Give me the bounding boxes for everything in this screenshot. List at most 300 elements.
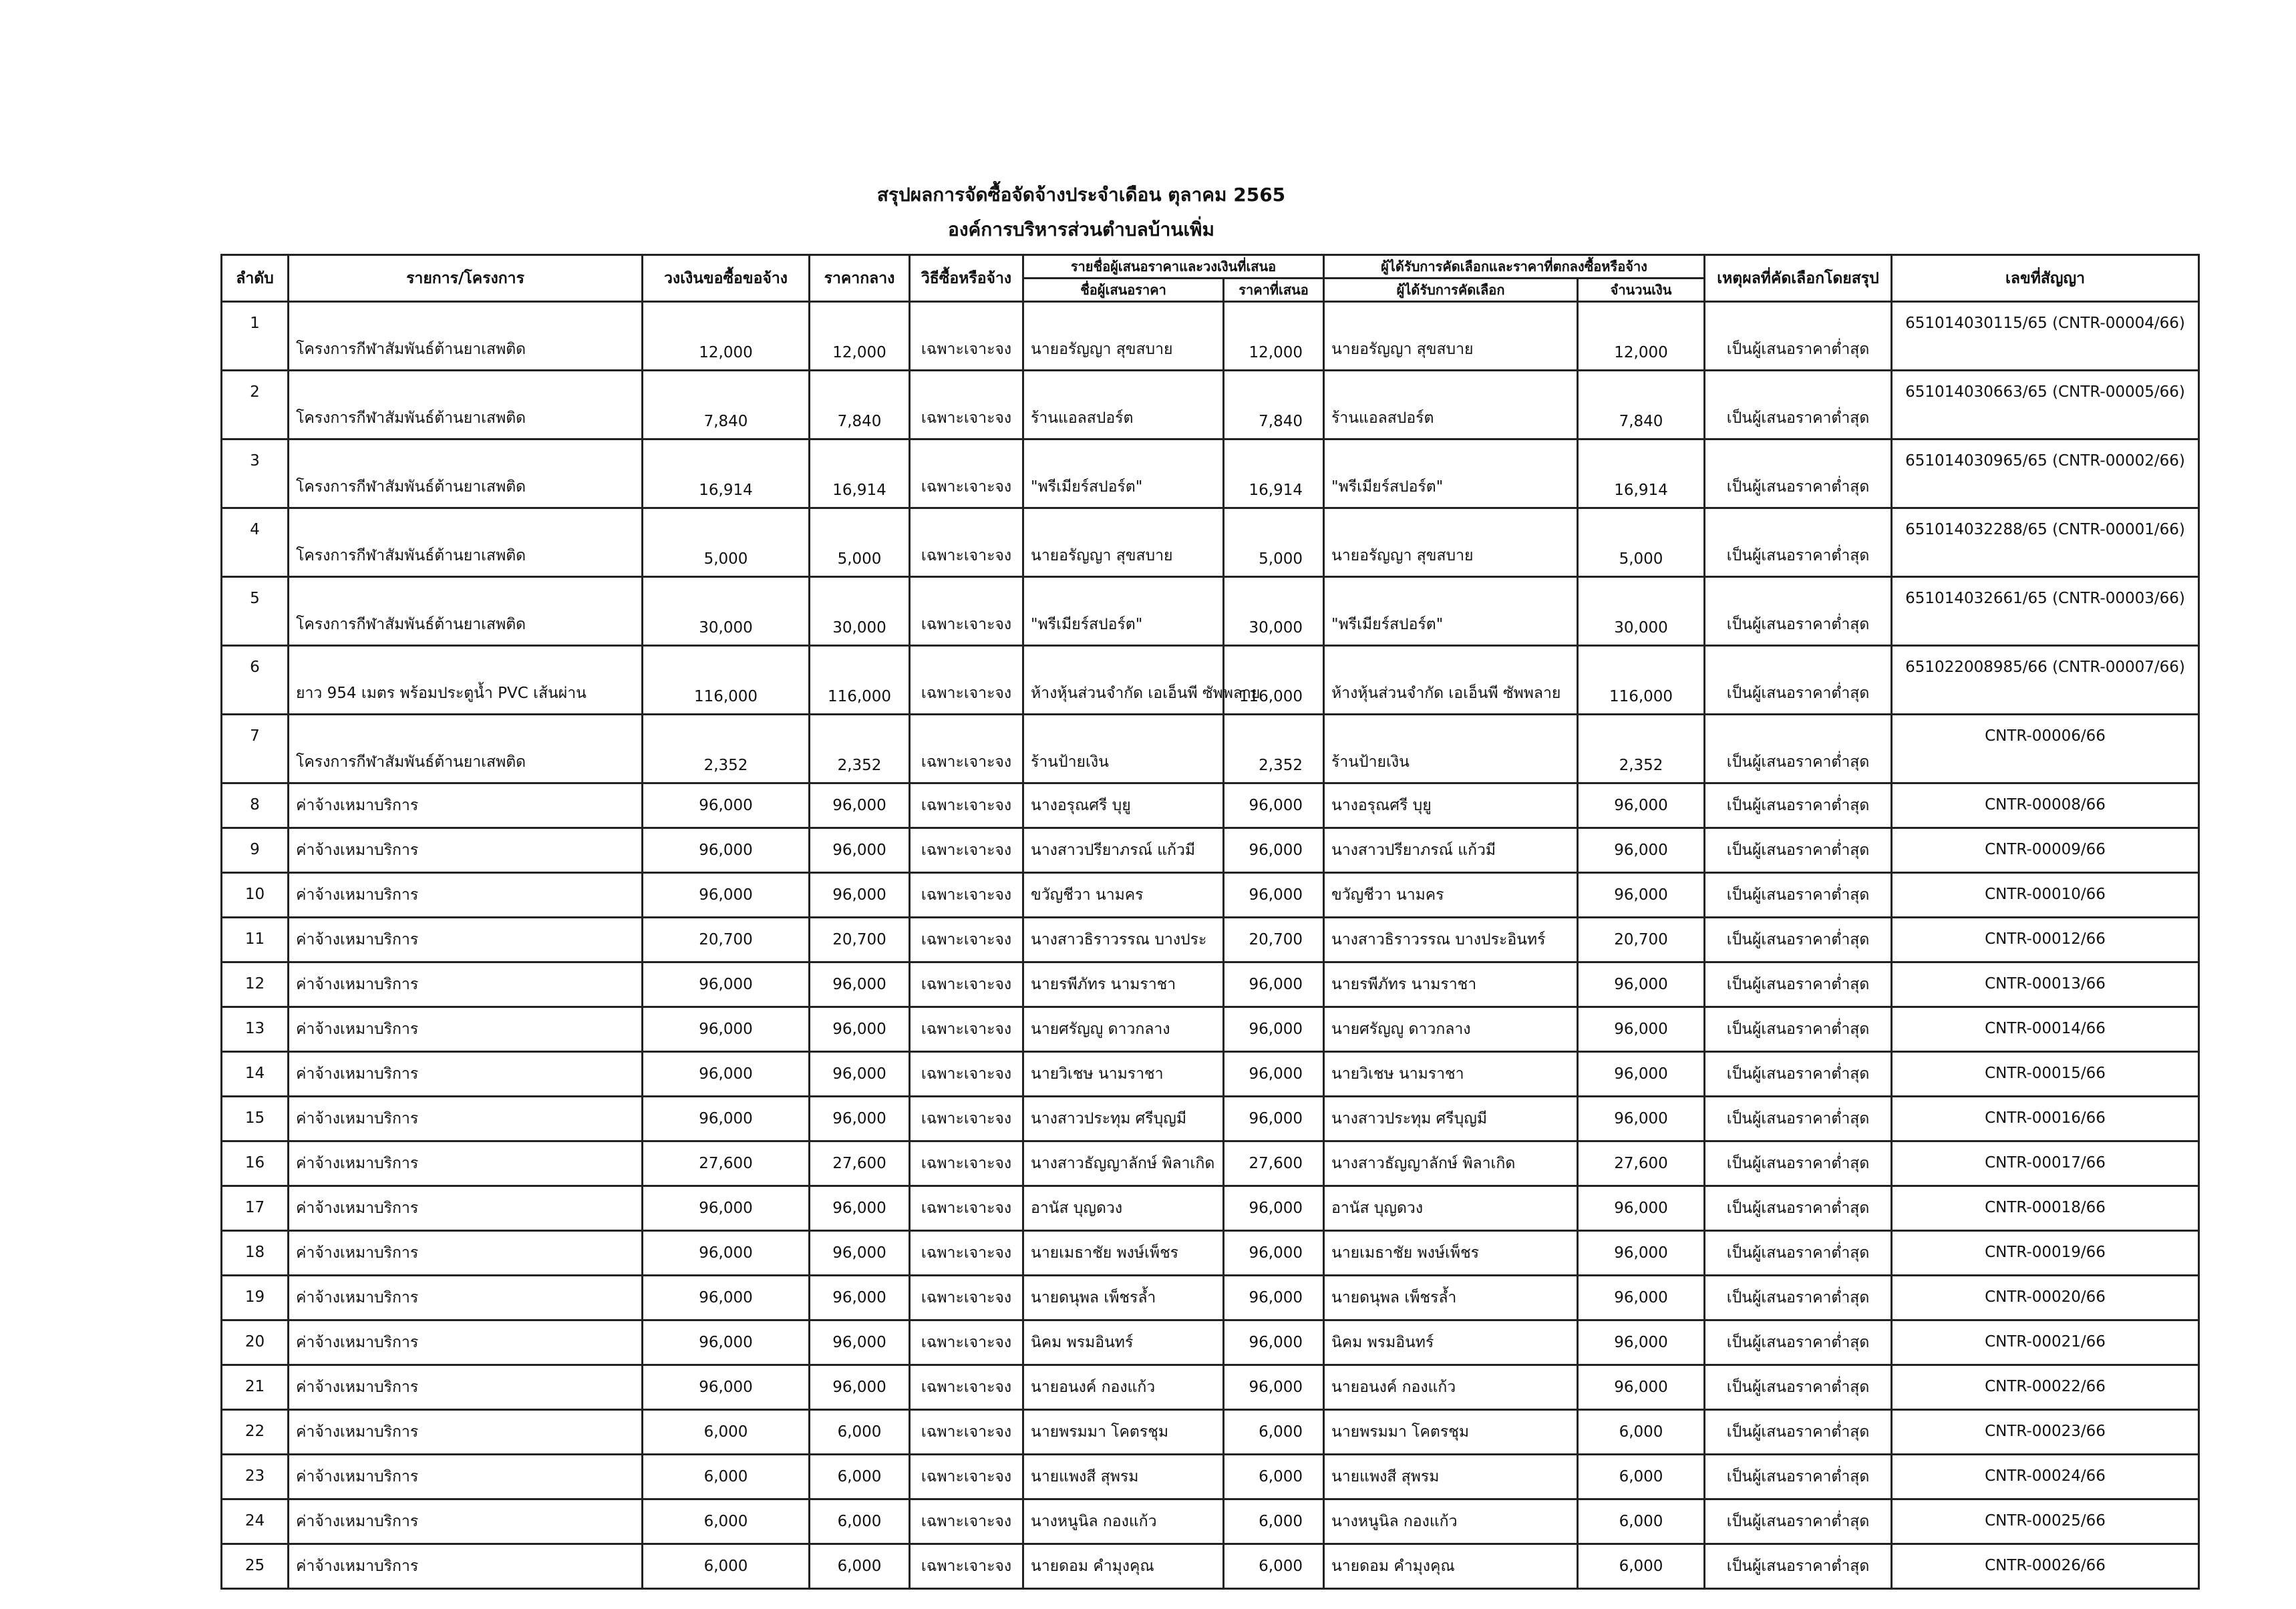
cell-item: โครงการกีฬาสัมพันธ์ต้านยาเสพติด [289,371,643,439]
cell-no: 10 [222,873,289,918]
cell-contract: CNTR-00006/66 [1892,715,2199,783]
cell-reason: เป็นผู้เสนอราคาต่ำสุด [1705,1320,1892,1365]
cell-bid-price: 96,000 [1224,1320,1324,1365]
cell-bid-price: 6,000 [1224,1455,1324,1499]
header-row [222,255,2199,279]
cell-ref-price: 96,000 [810,962,910,1007]
table-row [222,962,2199,1007]
cell-winner-name: นายดนุพล เพ็ชรล้ำ [1324,1276,1578,1320]
col-header-bid-price: ราคาที่เสนอ [1224,279,1324,302]
cell-bidder-name: นายอรัญญา สุขสบาย [1023,508,1224,577]
cell-budget: 30,000 [643,577,810,646]
cell-reason: เป็นผู้เสนอราคาต่ำสุด [1705,1410,1892,1455]
cell-bid-price: 96,000 [1224,873,1324,918]
cell-bid-price: 6,000 [1224,1544,1324,1589]
col-header-bidder-group: รายชื่อผู้เสนอราคาและวงเงินที่เสนอ [1023,255,1324,279]
cell-method: เฉพาะเจาะจง [910,1320,1023,1365]
cell-contract: CNTR-00017/66 [1892,1141,2199,1186]
cell-contract: CNTR-00020/66 [1892,1276,2199,1320]
cell-ref-price: 96,000 [810,1320,910,1365]
cell-contract: CNTR-00012/66 [1892,918,2199,962]
table-row [222,873,2199,918]
cell-bid-price: 6,000 [1224,1410,1324,1455]
cell-reason: เป็นผู้เสนอราคาต่ำสุด [1705,1052,1892,1097]
cell-method: เฉพาะเจาะจง [910,918,1023,962]
cell-bidder-name: "พรีเมียร์สปอร์ต" [1023,577,1224,646]
cell-item: โครงการกีฬาสัมพันธ์ต้านยาเสพติด [289,302,643,371]
cell-no: 3 [222,439,289,508]
col-header-item: รายการ/โครงการ [289,255,643,302]
cell-item: โครงการกีฬาสัมพันธ์ต้านยาเสพติด [289,715,643,783]
cell-bidder-name: นางสาวธัญญาลักษ์ พิลาเกิด [1023,1141,1224,1186]
cell-item: โครงการกีฬาสัมพันธ์ต้านยาเสพติด [289,508,643,577]
cell-winner-name: อานัส บุญดวง [1324,1186,1578,1231]
cell-ref-price: 96,000 [810,873,910,918]
cell-ref-price: 96,000 [810,1186,910,1231]
cell-no: 25 [222,1544,289,1589]
cell-winner-name: นางหนูนิล กองแก้ว [1324,1499,1578,1544]
cell-bidder-name: นางอรุณศรี บุยู [1023,783,1224,828]
cell-bidder-name: ร้านป้ายเงิน [1023,715,1224,783]
cell-amount: 6,000 [1578,1455,1705,1499]
col-header-amount: จำนวนเงิน [1578,279,1705,302]
cell-bidder-name: นายศรัญญู ดาวกลาง [1023,1007,1224,1052]
cell-contract: CNTR-00009/66 [1892,828,2199,873]
cell-bidder-name: นายรพีภัทร นามราชา [1023,962,1224,1007]
cell-no: 14 [222,1052,289,1097]
cell-budget: 96,000 [643,1231,810,1276]
cell-ref-price: 16,914 [810,439,910,508]
cell-ref-price: 116,000 [810,646,910,715]
cell-no: 5 [222,577,289,646]
cell-ref-price: 6,000 [810,1499,910,1544]
col-header-no: ลำดับ [222,255,289,302]
cell-item: ค่าจ้างเหมาบริการ [289,1320,643,1365]
cell-no: 24 [222,1499,289,1544]
cell-amount: 96,000 [1578,783,1705,828]
cell-budget: 6,000 [643,1544,810,1589]
cell-no: 17 [222,1186,289,1231]
col-header-contract: เลขที่สัญญา [1892,255,2199,302]
table-row [222,1365,2199,1410]
cell-method: เฉพาะเจาะจง [910,439,1023,508]
cell-reason: เป็นผู้เสนอราคาต่ำสุด [1705,1499,1892,1544]
table-row [222,1186,2199,1231]
cell-bidder-name: ขวัญชีวา นามคร [1023,873,1224,918]
cell-method: เฉพาะเจาะจง [910,1276,1023,1320]
cell-winner-name: ขวัญชีวา นามคร [1324,873,1578,918]
cell-contract: 651014032661/65 (CNTR-00003/66) [1892,577,2199,646]
cell-bid-price: 96,000 [1224,1097,1324,1141]
cell-contract: CNTR-00018/66 [1892,1186,2199,1231]
cell-amount: 116,000 [1578,646,1705,715]
cell-no: 6 [222,646,289,715]
cell-winner-name: นายอนงค์ กองแก้ว [1324,1365,1578,1410]
cell-ref-price: 96,000 [810,783,910,828]
cell-bidder-name: นิคม พรมอินทร์ [1023,1320,1224,1365]
cell-amount: 96,000 [1578,1365,1705,1410]
cell-bid-price: 16,914 [1224,439,1324,508]
cell-contract: CNTR-00021/66 [1892,1320,2199,1365]
cell-contract: 651022008985/66 (CNTR-00007/66) [1892,646,2199,715]
table-row [222,783,2199,828]
cell-method: เฉพาะเจาะจง [910,577,1023,646]
procurement-table [220,254,2200,1590]
cell-item: ค่าจ้างเหมาบริการ [289,1544,643,1589]
cell-method: เฉพาะเจาะจง [910,302,1023,371]
cell-winner-name: ร้านป้ายเงิน [1324,715,1578,783]
cell-no: 21 [222,1365,289,1410]
cell-amount: 27,600 [1578,1141,1705,1186]
cell-winner-name: นายศรัญญู ดาวกลาง [1324,1007,1578,1052]
table-row [222,1007,2199,1052]
cell-budget: 2,352 [643,715,810,783]
cell-reason: เป็นผู้เสนอราคาต่ำสุด [1705,1097,1892,1141]
cell-no: 12 [222,962,289,1007]
cell-ref-price: 12,000 [810,302,910,371]
cell-bid-price: 96,000 [1224,1052,1324,1097]
cell-no: 20 [222,1320,289,1365]
cell-ref-price: 96,000 [810,828,910,873]
cell-reason: เป็นผู้เสนอราคาต่ำสุด [1705,646,1892,715]
cell-item: ค่าจ้างเหมาบริการ [289,1007,643,1052]
table-row [222,371,2199,439]
cell-winner-name: นิคม พรมอินทร์ [1324,1320,1578,1365]
table-row [222,1455,2199,1499]
cell-item: ยาว 954 เมตร พร้อมประตูน้ำ PVC เส้นผ่าน [289,646,643,715]
cell-item: ค่าจ้างเหมาบริการ [289,1455,643,1499]
cell-bidder-name: นางสาวธิราวรรณ บางประ [1023,918,1224,962]
cell-method: เฉพาะเจาะจง [910,1499,1023,1544]
cell-reason: เป็นผู้เสนอราคาต่ำสุด [1705,1186,1892,1231]
cell-bid-price: 27,600 [1224,1141,1324,1186]
cell-budget: 96,000 [643,783,810,828]
cell-bid-price: 12,000 [1224,302,1324,371]
cell-winner-name: "พรีเมียร์สปอร์ต" [1324,439,1578,508]
cell-ref-price: 96,000 [810,1007,910,1052]
cell-bid-price: 96,000 [1224,1007,1324,1052]
cell-method: เฉพาะเจาะจง [910,646,1023,715]
table-row [222,646,2199,715]
table-row [222,828,2199,873]
col-header-ref-price: ราคากลาง [810,255,910,302]
cell-bidder-name: นายอรัญญา สุขสบาย [1023,302,1224,371]
cell-reason: เป็นผู้เสนอราคาต่ำสุด [1705,1231,1892,1276]
cell-budget: 6,000 [643,1410,810,1455]
table-row [222,1276,2199,1320]
cell-bid-price: 30,000 [1224,577,1324,646]
cell-amount: 12,000 [1578,302,1705,371]
cell-method: เฉพาะเจาะจง [910,783,1023,828]
cell-bid-price: 2,352 [1224,715,1324,783]
cell-bid-price: 96,000 [1224,1186,1324,1231]
cell-method: เฉพาะเจาะจง [910,371,1023,439]
col-header-winner-group: ผู้ได้รับการคัดเลือกและราคาที่ตกลงซื้อหรือจ้าง [1324,255,1705,279]
cell-method: เฉพาะเจาะจง [910,1544,1023,1589]
cell-ref-price: 96,000 [810,1097,910,1141]
cell-budget: 96,000 [643,1320,810,1365]
cell-bidder-name: ห้างหุ้นส่วนจำกัด เอเอ็นพี ซัพพลาย [1023,646,1224,715]
cell-winner-name: นางอรุณศรี บุยู [1324,783,1578,828]
cell-winner-name: ร้านแอลสปอร์ต [1324,371,1578,439]
cell-reason: เป็นผู้เสนอราคาต่ำสุด [1705,508,1892,577]
cell-winner-name: นายแพงสี สุพรม [1324,1455,1578,1499]
cell-reason: เป็นผู้เสนอราคาต่ำสุด [1705,1365,1892,1410]
cell-contract: CNTR-00015/66 [1892,1052,2199,1097]
cell-item: ค่าจ้างเหมาบริการ [289,1186,643,1231]
cell-winner-name: ห้างหุ้นส่วนจำกัด เอเอ็นพี ซัพพลาย [1324,646,1578,715]
cell-reason: เป็นผู้เสนอราคาต่ำสุด [1705,873,1892,918]
table-row [222,1499,2199,1544]
cell-bidder-name: อานัส บุญดวง [1023,1186,1224,1231]
table-row [222,1097,2199,1141]
cell-item: ค่าจ้างเหมาบริการ [289,1410,643,1455]
cell-no: 22 [222,1410,289,1455]
cell-amount: 96,000 [1578,962,1705,1007]
table-row [222,1141,2199,1186]
cell-ref-price: 96,000 [810,1365,910,1410]
table-row [222,1544,2199,1589]
cell-contract: 651014030663/65 (CNTR-00005/66) [1892,371,2199,439]
cell-method: เฉพาะเจาะจง [910,828,1023,873]
table-row [222,918,2199,962]
cell-item: ค่าจ้างเหมาบริการ [289,962,643,1007]
page-title: สรุปผลการจัดซื้อจัดจ้างประจำเดือน ตุลาคม 2565 [876,184,1286,206]
cell-ref-price: 6,000 [810,1455,910,1499]
cell-budget: 96,000 [643,1276,810,1320]
cell-no: 7 [222,715,289,783]
cell-winner-name: นางสาวธิราวรรณ บางประอินทร์ [1324,918,1578,962]
cell-bid-price: 96,000 [1224,1231,1324,1276]
cell-amount: 96,000 [1578,1097,1705,1141]
cell-reason: เป็นผู้เสนอราคาต่ำสุด [1705,371,1892,439]
cell-budget: 5,000 [643,508,810,577]
cell-contract: CNTR-00023/66 [1892,1410,2199,1455]
cell-budget: 96,000 [643,1365,810,1410]
cell-budget: 96,000 [643,873,810,918]
cell-winner-name: นางสาวปรียาภรณ์ แก้วมี [1324,828,1578,873]
cell-budget: 96,000 [643,1052,810,1097]
cell-item: ค่าจ้างเหมาบริการ [289,1097,643,1141]
cell-method: เฉพาะเจาะจง [910,1097,1023,1141]
table-row [222,439,2199,508]
cell-bid-price: 96,000 [1224,1276,1324,1320]
cell-bid-price: 96,000 [1224,1365,1324,1410]
table-row [222,715,2199,783]
cell-no: 16 [222,1141,289,1186]
cell-bidder-name: นายเมธาชัย พงษ์เพ็ชร [1023,1231,1224,1276]
cell-budget: 96,000 [643,1186,810,1231]
cell-bid-price: 96,000 [1224,962,1324,1007]
cell-no: 4 [222,508,289,577]
cell-amount: 96,000 [1578,1052,1705,1097]
cell-amount: 96,000 [1578,1186,1705,1231]
cell-contract: CNTR-00025/66 [1892,1499,2199,1544]
cell-method: เฉพาะเจาะจง [910,1365,1023,1410]
cell-reason: เป็นผู้เสนอราคาต่ำสุด [1705,1276,1892,1320]
cell-budget: 116,000 [643,646,810,715]
cell-item: ค่าจ้างเหมาบริการ [289,1276,643,1320]
cell-contract: CNTR-00024/66 [1892,1455,2199,1499]
cell-budget: 20,700 [643,918,810,962]
cell-reason: เป็นผู้เสนอราคาต่ำสุด [1705,828,1892,873]
cell-amount: 96,000 [1578,828,1705,873]
cell-no: 15 [222,1097,289,1141]
cell-method: เฉพาะเจาะจง [910,1141,1023,1186]
cell-no: 2 [222,371,289,439]
cell-no: 11 [222,918,289,962]
cell-bidder-name: "พรีเมียร์สปอร์ต" [1023,439,1224,508]
cell-budget: 96,000 [643,1097,810,1141]
cell-item: โครงการกีฬาสัมพันธ์ต้านยาเสพติด [289,439,643,508]
cell-amount: 6,000 [1578,1499,1705,1544]
cell-bid-price: 5,000 [1224,508,1324,577]
cell-amount: 96,000 [1578,1007,1705,1052]
cell-bidder-name: นางหนูนิล กองแก้ว [1023,1499,1224,1544]
table-row [222,1231,2199,1276]
cell-ref-price: 5,000 [810,508,910,577]
cell-reason: เป็นผู้เสนอราคาต่ำสุด [1705,918,1892,962]
cell-budget: 96,000 [643,962,810,1007]
cell-contract: CNTR-00016/66 [1892,1097,2199,1141]
cell-no: 13 [222,1007,289,1052]
table-row [222,508,2199,577]
table-row [222,302,2199,371]
cell-reason: เป็นผู้เสนอราคาต่ำสุด [1705,783,1892,828]
table-row [222,1410,2199,1455]
cell-bidder-name: นางสาวปรียาภรณ์ แก้วมี [1023,828,1224,873]
cell-method: เฉพาะเจาะจง [910,1186,1023,1231]
cell-reason: เป็นผู้เสนอราคาต่ำสุด [1705,1455,1892,1499]
cell-winner-name: นายวิเชษ นามราชา [1324,1052,1578,1097]
cell-winner-name: นายรพีภัทร นามราชา [1324,962,1578,1007]
cell-bidder-name: นายดอม คำมุงคุณ [1023,1544,1224,1589]
cell-item: ค่าจ้างเหมาบริการ [289,828,643,873]
cell-winner-name: นายเมธาชัย พงษ์เพ็ชร [1324,1231,1578,1276]
cell-bid-price: 96,000 [1224,783,1324,828]
cell-contract: CNTR-00008/66 [1892,783,2199,828]
cell-method: เฉพาะเจาะจง [910,1052,1023,1097]
cell-budget: 27,600 [643,1141,810,1186]
table-row [222,1052,2199,1097]
cell-budget: 96,000 [643,1007,810,1052]
cell-ref-price: 20,700 [810,918,910,962]
cell-amount: 16,914 [1578,439,1705,508]
cell-amount: 20,700 [1578,918,1705,962]
cell-winner-name: "พรีเมียร์สปอร์ต" [1324,577,1578,646]
cell-contract: CNTR-00019/66 [1892,1231,2199,1276]
table-row [222,577,2199,646]
cell-amount: 5,000 [1578,508,1705,577]
col-header-method: วิธีซื้อหรือจ้าง [910,255,1023,302]
cell-amount: 6,000 [1578,1410,1705,1455]
cell-reason: เป็นผู้เสนอราคาต่ำสุด [1705,302,1892,371]
cell-bidder-name: นางสาวประทุม ศรีบุญมี [1023,1097,1224,1141]
cell-item: ค่าจ้างเหมาบริการ [289,1365,643,1410]
cell-ref-price: 27,600 [810,1141,910,1186]
cell-item: ค่าจ้างเหมาบริการ [289,1052,643,1097]
cell-ref-price: 96,000 [810,1052,910,1097]
cell-contract: CNTR-00014/66 [1892,1007,2199,1052]
cell-bid-price: 20,700 [1224,918,1324,962]
cell-contract: CNTR-00010/66 [1892,873,2199,918]
cell-winner-name: นายอรัญญา สุขสบาย [1324,508,1578,577]
cell-item: ค่าจ้างเหมาบริการ [289,1231,643,1276]
cell-amount: 96,000 [1578,1276,1705,1320]
cell-reason: เป็นผู้เสนอราคาต่ำสุด [1705,1141,1892,1186]
cell-no: 19 [222,1276,289,1320]
cell-bid-price: 6,000 [1224,1499,1324,1544]
cell-winner-name: นางสาวประทุม ศรีบุญมี [1324,1097,1578,1141]
cell-budget: 7,840 [643,371,810,439]
table-row [222,1320,2199,1365]
cell-method: เฉพาะเจาะจง [910,1410,1023,1455]
cell-amount: 6,000 [1578,1544,1705,1589]
cell-contract: CNTR-00026/66 [1892,1544,2199,1589]
cell-bidder-name: นายอนงค์ กองแก้ว [1023,1365,1224,1410]
cell-ref-price: 30,000 [810,577,910,646]
cell-winner-name: นายอรัญญา สุขสบาย [1324,302,1578,371]
cell-reason: เป็นผู้เสนอราคาต่ำสุด [1705,577,1892,646]
cell-reason: เป็นผู้เสนอราคาต่ำสุด [1705,439,1892,508]
cell-item: ค่าจ้างเหมาบริการ [289,783,643,828]
cell-bidder-name: ร้านแอลสปอร์ต [1023,371,1224,439]
cell-ref-price: 6,000 [810,1544,910,1589]
cell-contract: CNTR-00022/66 [1892,1365,2199,1410]
col-header-winner-name: ผู้ได้รับการคัดเลือก [1324,279,1578,302]
col-header-budget: วงเงินขอซื้อขอจ้าง [643,255,810,302]
cell-winner-name: นายพรมมา โคตรชุม [1324,1410,1578,1455]
cell-method: เฉพาะเจาะจง [910,1455,1023,1499]
cell-bidder-name: นายดนุพล เพ็ชรล้ำ [1023,1276,1224,1320]
cell-bidder-name: นายวิเชษ นามราชา [1023,1052,1224,1097]
cell-budget: 12,000 [643,302,810,371]
cell-ref-price: 2,352 [810,715,910,783]
cell-no: 18 [222,1231,289,1276]
cell-no: 8 [222,783,289,828]
cell-item: ค่าจ้างเหมาบริการ [289,918,643,962]
cell-winner-name: นางสาวธัญญาลักษ์ พิลาเกิด [1324,1141,1578,1186]
cell-contract: 651014030965/65 (CNTR-00002/66) [1892,439,2199,508]
cell-amount: 96,000 [1578,873,1705,918]
cell-contract: CNTR-00013/66 [1892,962,2199,1007]
cell-method: เฉพาะเจาะจง [910,1007,1023,1052]
cell-bidder-name: นายแพงสี สุพรม [1023,1455,1224,1499]
cell-reason: เป็นผู้เสนอราคาต่ำสุด [1705,1007,1892,1052]
cell-method: เฉพาะเจาะจง [910,873,1023,918]
cell-ref-price: 96,000 [810,1276,910,1320]
cell-method: เฉพาะเจาะจง [910,1231,1023,1276]
cell-contract: 651014032288/65 (CNTR-00001/66) [1892,508,2199,577]
cell-budget: 96,000 [643,828,810,873]
col-header-bidder-name: ชื่อผู้เสนอราคา [1023,279,1224,302]
cell-bid-price: 96,000 [1224,828,1324,873]
cell-bid-price: 7,840 [1224,371,1324,439]
cell-amount: 96,000 [1578,1231,1705,1276]
cell-winner-name: นายดอม คำมุงคุณ [1324,1544,1578,1589]
cell-amount: 2,352 [1578,715,1705,783]
cell-item: ค่าจ้างเหมาบริการ [289,873,643,918]
cell-no: 23 [222,1455,289,1499]
cell-ref-price: 6,000 [810,1410,910,1455]
cell-amount: 7,840 [1578,371,1705,439]
cell-amount: 96,000 [1578,1320,1705,1365]
cell-reason: เป็นผู้เสนอราคาต่ำสุด [1705,1544,1892,1589]
cell-ref-price: 7,840 [810,371,910,439]
cell-bidder-name: นายพรมมา โคตรชุม [1023,1410,1224,1455]
cell-method: เฉพาะเจาะจง [910,962,1023,1007]
cell-budget: 16,914 [643,439,810,508]
